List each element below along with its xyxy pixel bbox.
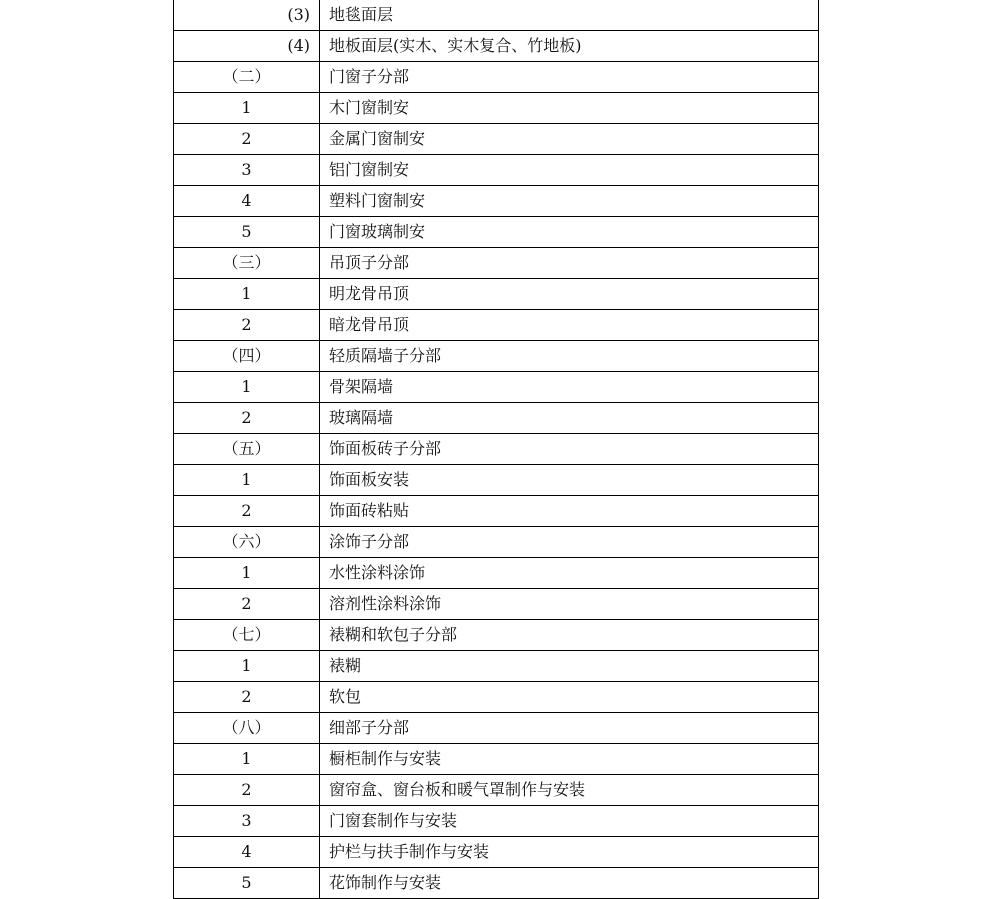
- table-row: [174, 155, 819, 186]
- table-row: [174, 0, 819, 31]
- item-name-cell: 花饰制作与安装: [320, 868, 819, 899]
- table-row: [174, 217, 819, 248]
- item-number-cell: （七）: [174, 620, 320, 651]
- item-number-cell: 2: [174, 124, 320, 155]
- item-name-cell: 饰面砖粘贴: [320, 496, 819, 527]
- table-row: [174, 620, 819, 651]
- table-row: [174, 775, 819, 806]
- item-number-cell: 5: [174, 217, 320, 248]
- item-name-cell: 玻璃隔墙: [320, 403, 819, 434]
- table-row: [174, 651, 819, 682]
- item-number-cell: 2: [174, 682, 320, 713]
- table-row: [174, 279, 819, 310]
- item-number-cell: 1: [174, 465, 320, 496]
- table-row: [174, 713, 819, 744]
- item-name-cell: 轻质隔墙子分部: [320, 341, 819, 372]
- item-number-cell: 2: [174, 403, 320, 434]
- item-name-cell: 饰面板安装: [320, 465, 819, 496]
- item-name-cell: 窗帘盒、窗台板和暖气罩制作与安装: [320, 775, 819, 806]
- item-number-cell: （八）: [174, 713, 320, 744]
- table-row: [174, 868, 819, 899]
- table-row: [174, 527, 819, 558]
- table-row: [174, 465, 819, 496]
- item-name-cell: 裱糊和软包子分部: [320, 620, 819, 651]
- table-row: [174, 31, 819, 62]
- table-row: [174, 403, 819, 434]
- item-number-cell: 1: [174, 93, 320, 124]
- item-number-cell: （四）: [174, 341, 320, 372]
- item-number-cell: （二）: [174, 62, 320, 93]
- item-name-cell: 木门窗制安: [320, 93, 819, 124]
- item-name-cell: 铝门窗制安: [320, 155, 819, 186]
- table-row: [174, 806, 819, 837]
- item-name-cell: 门窗玻璃制安: [320, 217, 819, 248]
- item-name-cell: 饰面板砖子分部: [320, 434, 819, 465]
- table-row: [174, 558, 819, 589]
- construction-items-table: [173, 0, 819, 899]
- table-row: [174, 496, 819, 527]
- table-row: [174, 434, 819, 465]
- item-number-cell: 2: [174, 775, 320, 806]
- item-number-cell: 3: [174, 155, 320, 186]
- table-row: [174, 310, 819, 341]
- item-number-cell: (3): [174, 0, 320, 31]
- table-row: [174, 372, 819, 403]
- item-number-cell: 2: [174, 310, 320, 341]
- item-name-cell: 地毯面层: [320, 0, 819, 31]
- item-number-cell: 1: [174, 279, 320, 310]
- item-name-cell: 吊顶子分部: [320, 248, 819, 279]
- item-number-cell: （三）: [174, 248, 320, 279]
- item-name-cell: 门窗子分部: [320, 62, 819, 93]
- item-name-cell: 骨架隔墙: [320, 372, 819, 403]
- item-name-cell: 地板面层(实木、实木复合、竹地板): [320, 31, 819, 62]
- item-name-cell: 塑料门窗制安: [320, 186, 819, 217]
- item-name-cell: 明龙骨吊顶: [320, 279, 819, 310]
- table-row: [174, 837, 819, 868]
- item-number-cell: 4: [174, 186, 320, 217]
- table-row: [174, 93, 819, 124]
- item-number-cell: 1: [174, 372, 320, 403]
- item-number-cell: 1: [174, 744, 320, 775]
- table-row: [174, 682, 819, 713]
- item-name-cell: 金属门窗制安: [320, 124, 819, 155]
- table-row: [174, 124, 819, 155]
- item-name-cell: 护栏与扶手制作与安装: [320, 837, 819, 868]
- item-number-cell: 1: [174, 651, 320, 682]
- table-row: [174, 341, 819, 372]
- item-number-cell: （五）: [174, 434, 320, 465]
- table-row: [174, 186, 819, 217]
- item-number-cell: 2: [174, 496, 320, 527]
- item-name-cell: 门窗套制作与安装: [320, 806, 819, 837]
- item-name-cell: 橱柜制作与安装: [320, 744, 819, 775]
- table-row: [174, 62, 819, 93]
- item-name-cell: 暗龙骨吊顶: [320, 310, 819, 341]
- item-number-cell: 2: [174, 589, 320, 620]
- item-name-cell: 裱糊: [320, 651, 819, 682]
- item-number-cell: 3: [174, 806, 320, 837]
- item-name-cell: 涂饰子分部: [320, 527, 819, 558]
- item-number-cell: （六）: [174, 527, 320, 558]
- item-number-cell: (4): [174, 31, 320, 62]
- item-name-cell: 水性涂料涂饰: [320, 558, 819, 589]
- item-number-cell: 5: [174, 868, 320, 899]
- table-row: [174, 744, 819, 775]
- item-number-cell: 1: [174, 558, 320, 589]
- table-row: [174, 248, 819, 279]
- item-number-cell: 4: [174, 837, 320, 868]
- table-row: [174, 589, 819, 620]
- table-body: [174, 0, 819, 899]
- item-name-cell: 软包: [320, 682, 819, 713]
- item-name-cell: 细部子分部: [320, 713, 819, 744]
- item-name-cell: 溶剂性涂料涂饰: [320, 589, 819, 620]
